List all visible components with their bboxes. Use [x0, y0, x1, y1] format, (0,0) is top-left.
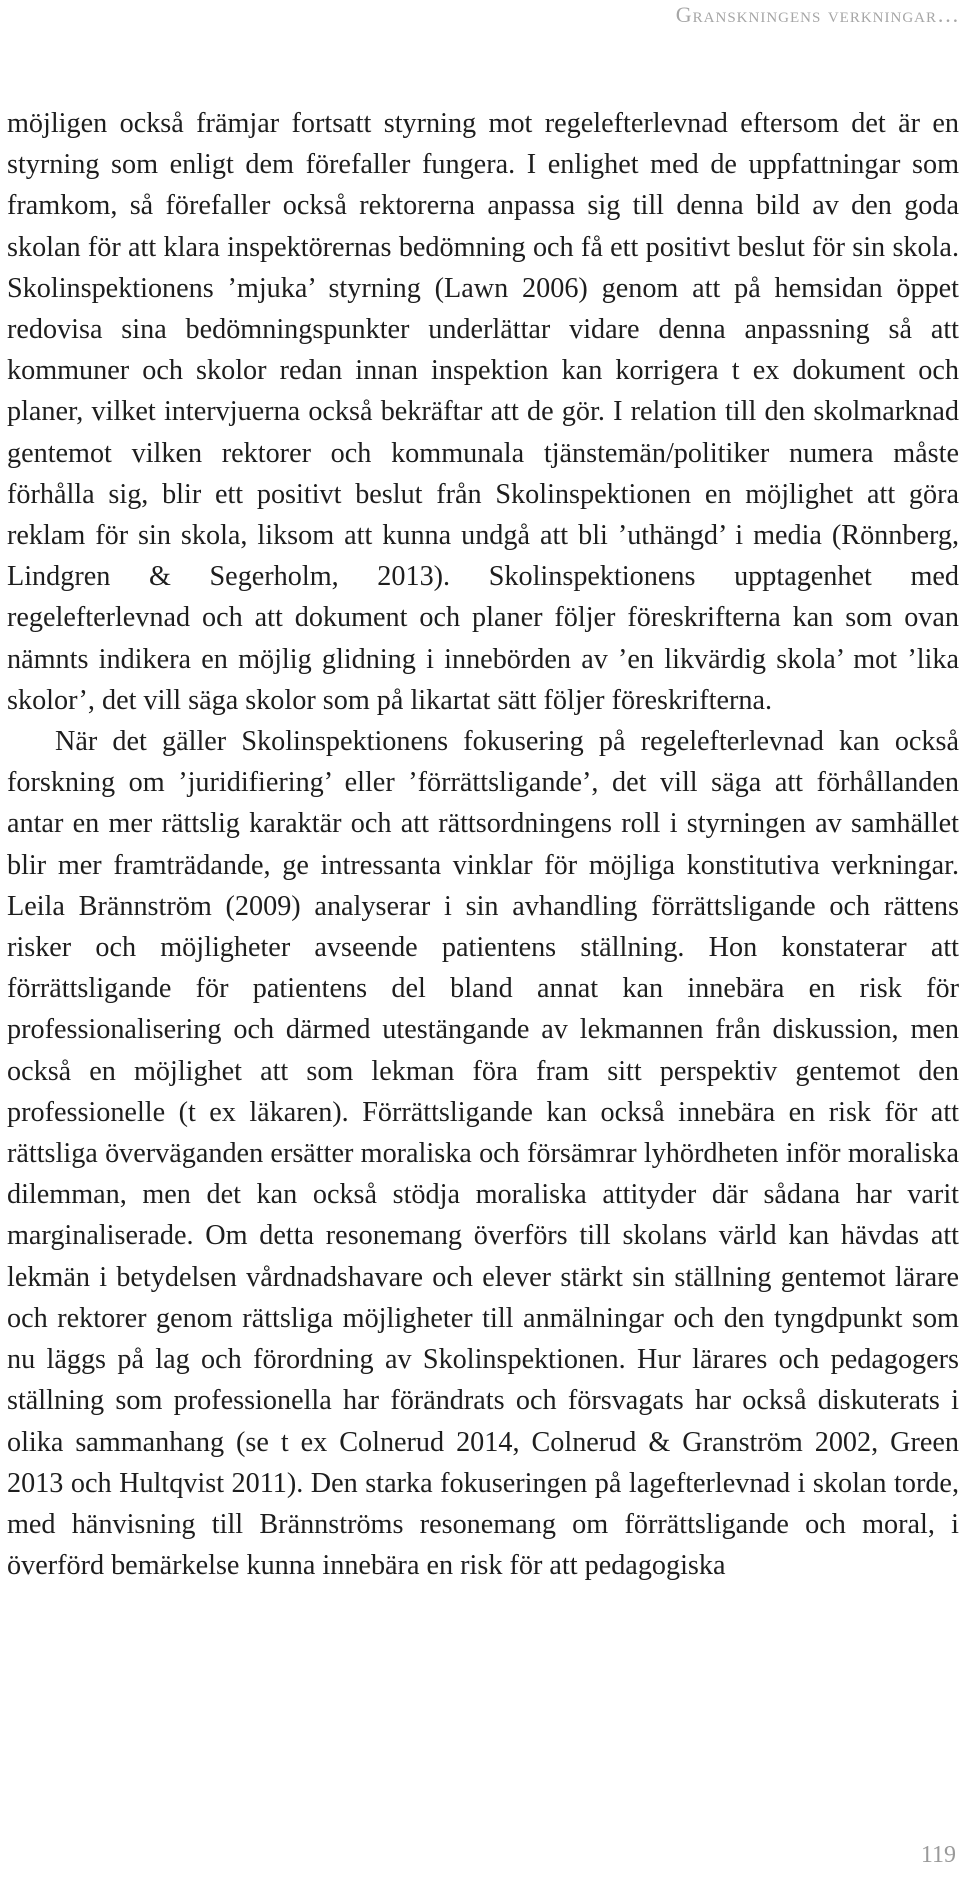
body-paragraph-2: När det gäller Skolinspektionens fokusering på regelefterlevnad kan också forskning om ’juridifiering’ eller ’förrättsligande’, det vill säga att förhållanden antar en mer rättslig karaktär och att rättsordningens roll i styrningen av samhället blir mer framträdande, ge intressanta vinklar för möjliga konstitutiva verkningar. Leila Brännström (2009) analyserar i sin avhandling förrättsligande och rättens risker och möjligheter avseende patientens ställning. Hon konstaterar att förrättsligande för patientens del bland annat kan innebära en risk för professionalisering och därmed utestängande av lekmannen från diskussion, men också en möjlighet att som lekman föra fram sitt perspektiv gentemot den professionelle (t ex läkaren). Förrättsligande kan också innebära en risk för att rättsliga överväganden ersätter moraliska och försämrar lyhördheten inför moraliska dilemman, men det kan också stödja moraliska attityder där sådana har varit marginaliserade. Om detta resonemang överförs till skolans värld kan hävdas att lekmän i betydelsen vårdnadshavare och elever stärkt sin ställning gentemot lärare och rektorer genom rättsliga möjligheter till anmälningar och den tyngdpunkt som nu läggs på lag och förordning av Skolinspektionen. Hur lärares och pedagogers ställning som professionella har förändrats och försvagats har också diskuterats i olika sammanhang (se t ex Colnerud 2014, Colnerud & Granström 2002, Green 2013 och Hultqvist 2011). Den starka fokuseringen på lagefterlevnad i skolan torde, med hänvisning till Brännströms resonemang om förrättsligande och moral, i överförd bemärkelse kunna innebära en risk för att pedagogiska — [7, 726, 959, 1582]
page-body — [7, 103, 959, 1586]
page-number: 119 — [920, 1842, 956, 1868]
body-paragraph-1: möjligen också främjar fortsatt styrning mot regelefterlevnad eftersom det är en styrning som enligt dem förefaller fungera. I enlighet med de uppfattningar som framkom, så förefaller också rektorerna anpassa sig till denna bild av den goda skolan för att klara inspektörernas bedömning och få ett positivt beslut för sin skola. Skolinspektionens ’mjuka’ styrning (Lawn 2006) genom att på hemsidan öppet redovisa sina bedömningspunkter underlättar vidare denna anpassning så att kommuner och skolor redan innan inspektion kan korrigera t ex dokument och planer, vilket intervjuerna också bekräftar att de gör. I relation till den skolmarknad gentemot vilken rektorer och kommunala tjänstemän/politiker numera måste förhålla sig, blir ett positivt beslut från Skolinspektionen en möjlighet att göra reklam för sin skola, liksom att kunna undgå att bli ’uthängd’ i media (Rönnberg, Lindgren & Segerholm, 2013). Skolinspektionens upptagenhet med regelefterlevnad och att dokument och planer följer föreskrifterna kan som ovan nämnts indikera en möjlig glidning i innebörden av ’en likvärdig skola’ mot ’lika skolor’, det vill säga skolor som på likartat sätt följer föreskrifterna. — [7, 108, 959, 716]
running-header: Granskningens verkningar… — [675, 2, 960, 27]
